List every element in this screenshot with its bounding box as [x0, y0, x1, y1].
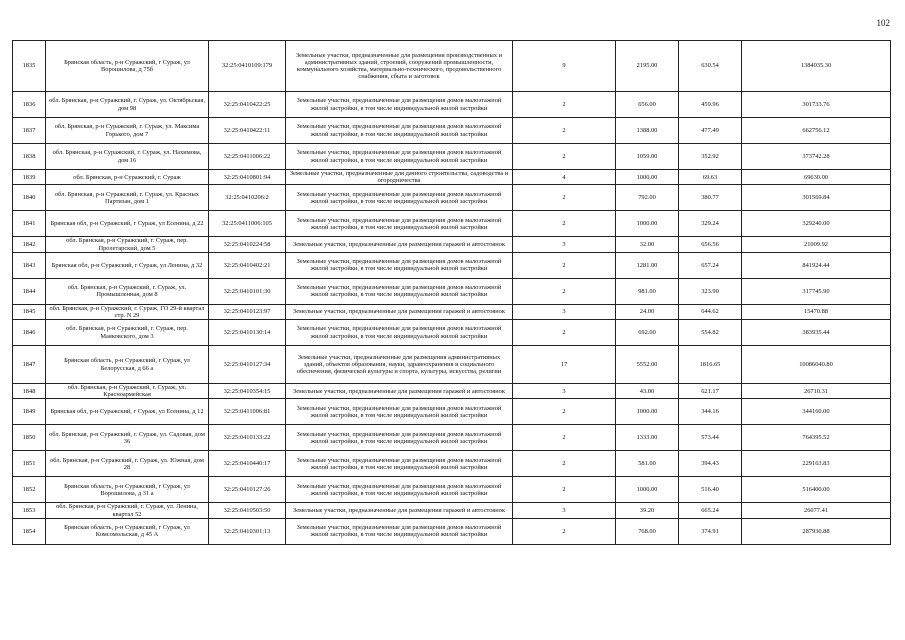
- area-cell: 39.20: [616, 503, 679, 518]
- specific-value: 573.44: [679, 425, 742, 451]
- row-number: 1842: [13, 237, 46, 252]
- cadastral-number: 32:25:0410123:97: [209, 304, 286, 319]
- cadastral-value: 26710.31: [742, 384, 891, 399]
- cadastral-value: 662756.12: [742, 118, 891, 144]
- table-row: [13, 503, 891, 518]
- cadastral-value: 21009.92: [742, 237, 891, 252]
- address-cell: обл. Брянская, р-н Суражский, г. Сураж, ул. Нахимова, дом 16: [46, 144, 209, 170]
- area-cell: 656.00: [616, 92, 679, 118]
- page-number: 102: [876, 18, 890, 28]
- address-cell: обл. Брянская, р-н Суражский, г. Сураж, ГО 29-й квартал стр. N 29: [46, 304, 209, 319]
- cadastral-value: 764395.52: [742, 425, 891, 451]
- area-cell: 1281.00: [616, 252, 679, 278]
- permitted-use: Земельные участки, предназначенные для размещения гаражей и автостоянок: [286, 503, 513, 518]
- table-row: [13, 425, 891, 451]
- table-row: [13, 304, 891, 319]
- address-cell: Брянская область, р-н Суражский, г Сураж, ул Ворошилова, д 75б: [46, 41, 209, 92]
- address-cell: Брянская область, р-н Суражский, г Сураж, ул Белорусская, д 66 а: [46, 346, 209, 384]
- cadastral-value: 229163.83: [742, 451, 891, 477]
- permitted-use: Земельные участки, предназначенные для размещения гаражей и автостоянок: [286, 237, 513, 252]
- address-cell: обл. Брянская, р-н Суражский, г. Сураж, пер. Маяковского, дом 3: [46, 320, 209, 346]
- cadastral-number: 32:25:0410354:15: [209, 384, 286, 399]
- permitted-use: Земельные участки, предназначенные для размещения домов малоэтажной жилой застройки, в том числе индивидуальной жилой застройки: [286, 451, 513, 477]
- cadastral-value: 287930.88: [742, 518, 891, 544]
- area-cell: 1388.00: [616, 118, 679, 144]
- specific-value: 344.16: [679, 399, 742, 425]
- specific-value: 644.62: [679, 304, 742, 319]
- address-cell: обл. Брянская, р-н Суражский, г. Сураж, ул. Максима Горького, дом 7: [46, 118, 209, 144]
- table-row: [13, 399, 891, 425]
- use-group: 2: [513, 92, 616, 118]
- cadastral-value: 301733.76: [742, 92, 891, 118]
- cadastral-value: 15470.88: [742, 304, 891, 319]
- cadastral-value: 1384035.30: [742, 41, 891, 92]
- area-cell: 1000.00: [616, 211, 679, 237]
- row-number: 1853: [13, 503, 46, 518]
- specific-value: 621.17: [679, 384, 742, 399]
- cadastral-value: 383935.44: [742, 320, 891, 346]
- use-group: 2: [513, 518, 616, 544]
- cadastral-value: 373742.28: [742, 144, 891, 170]
- permitted-use: Земельные участки, предназначенные для размещения домов малоэтажной жилой застройки, в том числе индивидуальной жилой застройки: [286, 278, 513, 304]
- address-cell: Брянская область, р-н Суражский, г Сураж, ул Комсомольская, д 45 А: [46, 518, 209, 544]
- use-group: 9: [513, 41, 616, 92]
- cadastral-number: 32:25:0410440:17: [209, 451, 286, 477]
- row-number: 1841: [13, 211, 46, 237]
- area-cell: 1000.00: [616, 477, 679, 503]
- address-cell: Брянская обл, р-н Суражский, г Сураж, ул Ленина, д 32: [46, 252, 209, 278]
- table-row: [13, 118, 891, 144]
- permitted-use: Земельные участки, предназначенные для размещения домов малоэтажной жилой застройки, в том числе индивидуальной жилой застройки: [286, 144, 513, 170]
- area-cell: 692.00: [616, 320, 679, 346]
- specific-value: 69.63: [679, 170, 742, 185]
- area-cell: 981.00: [616, 278, 679, 304]
- cadastral-value: 10086040.80: [742, 346, 891, 384]
- permitted-use: Земельные участки, предназначенные для размещения гаражей и автостоянок: [286, 304, 513, 319]
- row-number: 1843: [13, 252, 46, 278]
- permitted-use: Земельные участки, предназначенные для размещения домов малоэтажной жилой застройки, в том числе индивидуальной жилой застройки: [286, 518, 513, 544]
- table-row: [13, 92, 891, 118]
- table-row: [13, 346, 891, 384]
- row-number: 1848: [13, 384, 46, 399]
- cadastral-number: 32:25:0411006:105: [209, 211, 286, 237]
- specific-value: 352.92: [679, 144, 742, 170]
- specific-value: 477.49: [679, 118, 742, 144]
- cadastral-number: 32:25:0410422:25: [209, 92, 286, 118]
- use-group: 2: [513, 477, 616, 503]
- use-group: 2: [513, 144, 616, 170]
- row-number: 1850: [13, 425, 46, 451]
- specific-value: 554.82: [679, 320, 742, 346]
- cadastral-number: 32:25:0410109:179: [209, 41, 286, 92]
- cadastral-value: 841924.44: [742, 252, 891, 278]
- area-cell: 581.00: [616, 451, 679, 477]
- specific-value: 656.56: [679, 237, 742, 252]
- area-cell: 5552.00: [616, 346, 679, 384]
- cadastral-number: 32:25:0410130:14: [209, 320, 286, 346]
- cadastral-number: 32:25:0410503:50: [209, 503, 286, 518]
- cadastral-number: 32:25:0410224:58: [209, 237, 286, 252]
- cadastral-number: 32:25:0411006:22: [209, 144, 286, 170]
- row-number: 1849: [13, 399, 46, 425]
- address-cell: Брянская обл, р-н Суражский, г Сураж, ул Есенина, д 12: [46, 399, 209, 425]
- specific-value: 323.90: [679, 278, 742, 304]
- use-group: 2: [513, 211, 616, 237]
- use-group: 4: [513, 170, 616, 185]
- area-cell: 32.00: [616, 237, 679, 252]
- cadastral-value: 301569.84: [742, 185, 891, 211]
- permitted-use: Земельные участки, предназначенные для размещения домов малоэтажной жилой застройки, в том числе индивидуальной жилой застройки: [286, 320, 513, 346]
- table-row: [13, 252, 891, 278]
- permitted-use: Земельные участки, предназначенные для размещения домов малоэтажной жилой застройки, в том числе индивидуальной жилой застройки: [286, 399, 513, 425]
- cadastral-number: 32:25:0410101:30: [209, 278, 286, 304]
- table-row: [13, 451, 891, 477]
- use-group: 2: [513, 252, 616, 278]
- area-cell: 792.00: [616, 185, 679, 211]
- permitted-use: Земельные участки, предназначенные для размещения гаражей и автостоянок: [286, 384, 513, 399]
- address-cell: обл. Брянская, р-н Суражский, г. Сураж, ул. Октябрьская, дом 98: [46, 92, 209, 118]
- specific-value: 1816.65: [679, 346, 742, 384]
- area-cell: 24.00: [616, 304, 679, 319]
- area-cell: 1059.00: [616, 144, 679, 170]
- specific-value: 380.77: [679, 185, 742, 211]
- table-row: [13, 185, 891, 211]
- table-row: [13, 518, 891, 544]
- land-plot-table: [12, 40, 891, 545]
- address-cell: обл. Брянская, р-н Суражский, г. Сураж, ул. Садовая, дом 36: [46, 425, 209, 451]
- specific-value: 329.24: [679, 211, 742, 237]
- permitted-use: Земельные участки, предназначенные для размещения домов малоэтажной жилой застройки, в том числе индивидуальной жилой застройки: [286, 425, 513, 451]
- address-cell: Брянская область, р-н Суражский, г Сураж, ул Ворошилова, д 31 а: [46, 477, 209, 503]
- use-group: 2: [513, 399, 616, 425]
- specific-value: 657.24: [679, 252, 742, 278]
- permitted-use: Земельные участки, предназначенные для размещения домов малоэтажной жилой застройки, в том числе индивидуальной жилой застройки: [286, 252, 513, 278]
- cadastral-value: 69630.00: [742, 170, 891, 185]
- row-number: 1835: [13, 41, 46, 92]
- table-row: [13, 211, 891, 237]
- address-cell: обл. Брянская, р-н Суражский, г. Сураж, ул. Южная, дом 28: [46, 451, 209, 477]
- row-number: 1839: [13, 170, 46, 185]
- row-number: 1840: [13, 185, 46, 211]
- table-row: [13, 278, 891, 304]
- cadastral-number: 32:25:0411006:81: [209, 399, 286, 425]
- permitted-use: Земельные участки, предназначенные для размещения домов малоэтажной жилой застройки, в том числе индивидуальной жилой застройки: [286, 185, 513, 211]
- use-group: 17: [513, 346, 616, 384]
- address-cell: Брянская обл, р-н Суражский, г Сураж, ул Есенина, д 22: [46, 211, 209, 237]
- area-cell: 1000.00: [616, 399, 679, 425]
- row-number: 1836: [13, 92, 46, 118]
- row-number: 1847: [13, 346, 46, 384]
- cadastral-value: 344160.00: [742, 399, 891, 425]
- area-cell: 1000.00: [616, 170, 679, 185]
- area-cell: 2195.00: [616, 41, 679, 92]
- area-cell: 43.00: [616, 384, 679, 399]
- address-cell: обл. Брянская, р-н Суражский, г. Сураж, ул. Ленина, квартал 52: [46, 503, 209, 518]
- use-group: 3: [513, 384, 616, 399]
- cadastral-number: 32:25:0410801:94: [209, 170, 286, 185]
- row-number: 1851: [13, 451, 46, 477]
- row-number: 1837: [13, 118, 46, 144]
- cadastral-number: 32:25:0410402:21: [209, 252, 286, 278]
- use-group: 2: [513, 278, 616, 304]
- row-number: 1844: [13, 278, 46, 304]
- cadastral-value: 516400.00: [742, 477, 891, 503]
- specific-value: 374.91: [679, 518, 742, 544]
- permitted-use: Земельные участки, предназначенные для размещения домов малоэтажной жилой застройки, в том числе индивидуальной жилой застройки: [286, 211, 513, 237]
- specific-value: 665.24: [679, 503, 742, 518]
- use-group: 2: [513, 425, 616, 451]
- permitted-use: Земельные участки, предназначенные для размещения домов малоэтажной жилой застройки, в том числе индивидуальной жилой застройки: [286, 92, 513, 118]
- specific-value: 459.96: [679, 92, 742, 118]
- specific-value: 516.40: [679, 477, 742, 503]
- permitted-use: Земельные участки, предназначенные для дачного строительства, садоводства и огородничества: [286, 170, 513, 185]
- use-group: 2: [513, 451, 616, 477]
- cadastral-number: 32:25:0410301:13: [209, 518, 286, 544]
- table-row: [13, 320, 891, 346]
- address-cell: обл. Брянская, р-н Суражский, г. Сураж, пер. Пролетарский, дом 5: [46, 237, 209, 252]
- cadastral-number: 32:25:0410127:26: [209, 477, 286, 503]
- table-row: [13, 144, 891, 170]
- cadastral-value: 26077.41: [742, 503, 891, 518]
- specific-value: 394.43: [679, 451, 742, 477]
- specific-value: 630.54: [679, 41, 742, 92]
- table-row: [13, 170, 891, 185]
- use-group: 2: [513, 185, 616, 211]
- table-row: [13, 477, 891, 503]
- cadastral-number: 32:25:0410422:11: [209, 118, 286, 144]
- cadastral-number: 32:25:0410206:2: [209, 185, 286, 211]
- row-number: 1846: [13, 320, 46, 346]
- permitted-use: Земельные участки, предназначенные для размещения домов малоэтажной жилой застройки, в том числе индивидуальной жилой застройки: [286, 477, 513, 503]
- use-group: 3: [513, 503, 616, 518]
- permitted-use: Земельные участки, предназначенные для размещения производственных и административных зданий, строений, сооружений промышленности, коммунального хозяйства, материально-технического, продовольственного снабжения, сбыта и заготовок: [286, 41, 513, 92]
- cadastral-value: 329240.00: [742, 211, 891, 237]
- table-row: [13, 237, 891, 252]
- cadastral-value: 317745.90: [742, 278, 891, 304]
- address-cell: обл. Брянская, р-н Суражский, г. Сураж, ул. Промышленная, дом 8: [46, 278, 209, 304]
- row-number: 1838: [13, 144, 46, 170]
- row-number: 1852: [13, 477, 46, 503]
- address-cell: обл. Брянская, р-н Суражский, г. Сураж: [46, 170, 209, 185]
- cadastral-number: 32:25:0410133:22: [209, 425, 286, 451]
- area-cell: 1333.00: [616, 425, 679, 451]
- table-row: [13, 41, 891, 92]
- row-number: 1854: [13, 518, 46, 544]
- row-number: 1845: [13, 304, 46, 319]
- address-cell: обл. Брянская, р-н Суражский, г. Сураж, ул. Красных Партизан, дом 1: [46, 185, 209, 211]
- permitted-use: Земельные участки, предназначенные для размещения домов малоэтажной жилой застройки, в том числе индивидуальной жилой застройки: [286, 118, 513, 144]
- address-cell: обл. Брянская, р-н Суражский, г. Сураж, ул. Красноармейская: [46, 384, 209, 399]
- permitted-use: Земельные участки, предназначенные для размещения административных зданий, объектов образования, науки, здравоохранения и социального обеспечения, физической культуры и спорта, культуры, искусства, религии: [286, 346, 513, 384]
- use-group: 2: [513, 118, 616, 144]
- area-cell: 768.00: [616, 518, 679, 544]
- use-group: 3: [513, 304, 616, 319]
- use-group: 2: [513, 320, 616, 346]
- cadastral-number: 32:25:0410127:34: [209, 346, 286, 384]
- use-group: 3: [513, 237, 616, 252]
- table-row: [13, 384, 891, 399]
